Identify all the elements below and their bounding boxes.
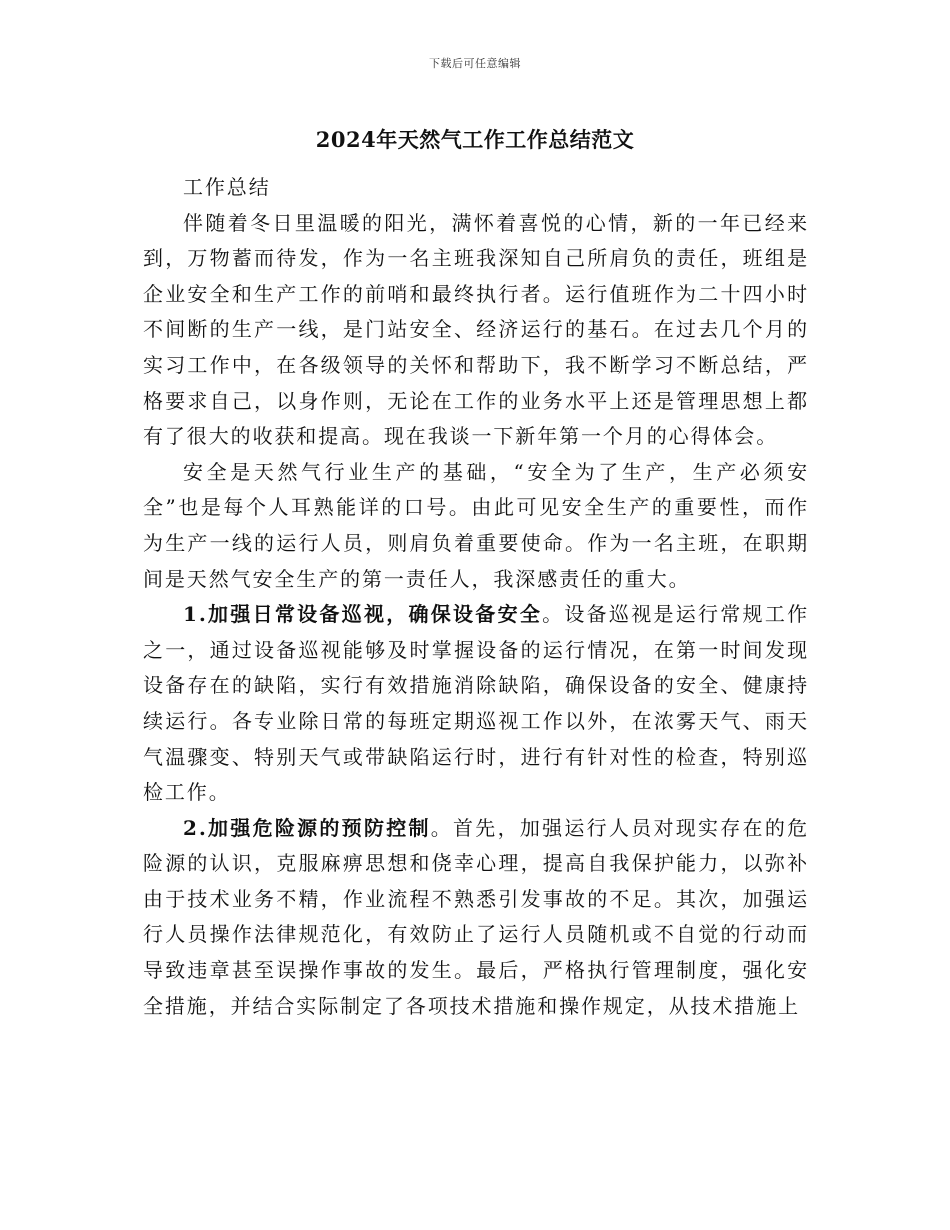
paragraph-equipment-inspection: [143, 597, 809, 811]
document-body: [143, 170, 809, 1024]
heading-equipment-inspection: 1.加强日常设备巡视，确保设备安全: [183, 602, 543, 627]
paragraph-intro: 伴随着冬日里温暖的阳光，满怀着喜悦的心情，新的一年已经来到，万物蓄而待发，作为一名主班我深知自己所肩负的责任，班组是企业安全和生产工作的前哨和最终执行者。运行值班作为二十四小时不间断的生产一线，是门站安全、经济运行的基石。在过去几个月的实习工作中，在各级领导的关怀和帮助下，我不断学习不断总结，严格要求自己，以身作则，无论在工作的业务水平上还是管理思想上都有了很大的收获和提高。现在我谈一下新年第一个月的心得体会。: [143, 210, 809, 449]
text-hazard-control: 。首先，加强运行人员对现实存在的危险源的认识，克服麻痹思想和侥幸心理，提高自我保护能力，以弥补由于技术业务不精，作业流程不熟悉引发事故的不足。其次，加强运行人员操作法律规范化，有效防止了运行人员随机或不自觉的行动而导致违章甚至误操作事故的发生。最后，严格执行管理制度，强化安全措施，并结合实际制定了各项技术措施和操作规定，从技术措施上: [143, 815, 809, 1018]
section-label: 工作总结: [183, 175, 271, 199]
document-title: 2024年天然气工作工作总结范文: [315, 127, 635, 152]
paragraph-safety: 安全是天然气行业生产的基础，“安全为了生产，生产必须安全”也是每个人耳熟能详的口号。由此可见安全生产的重要性，而作为生产一线的运行人员，则肩负着重要使命。作为一名主班，在职期间是天然气安全生产的第一责任人，我深感责任的重大。: [143, 459, 809, 591]
text-equipment-inspection: 。设备巡视是运行常规工作之一，通过设备巡视能够及时掌握设备的运行情况，在第一时间发现设备存在的缺陷，实行有效措施消除缺陷，确保设备的安全、健康持续运行。各专业除日常的每班定期巡视工作以外，在浓雾天气、雨天气温骤变、特别天气或带缺陷运行时，进行有针对性的检查，特别巡检工作。: [143, 602, 809, 805]
page-header-note: 下载后可任意编辑: [429, 57, 521, 70]
heading-hazard-control: 2.加强危险源的预防控制: [183, 815, 431, 840]
paragraph-hazard-control: [143, 811, 809, 1025]
